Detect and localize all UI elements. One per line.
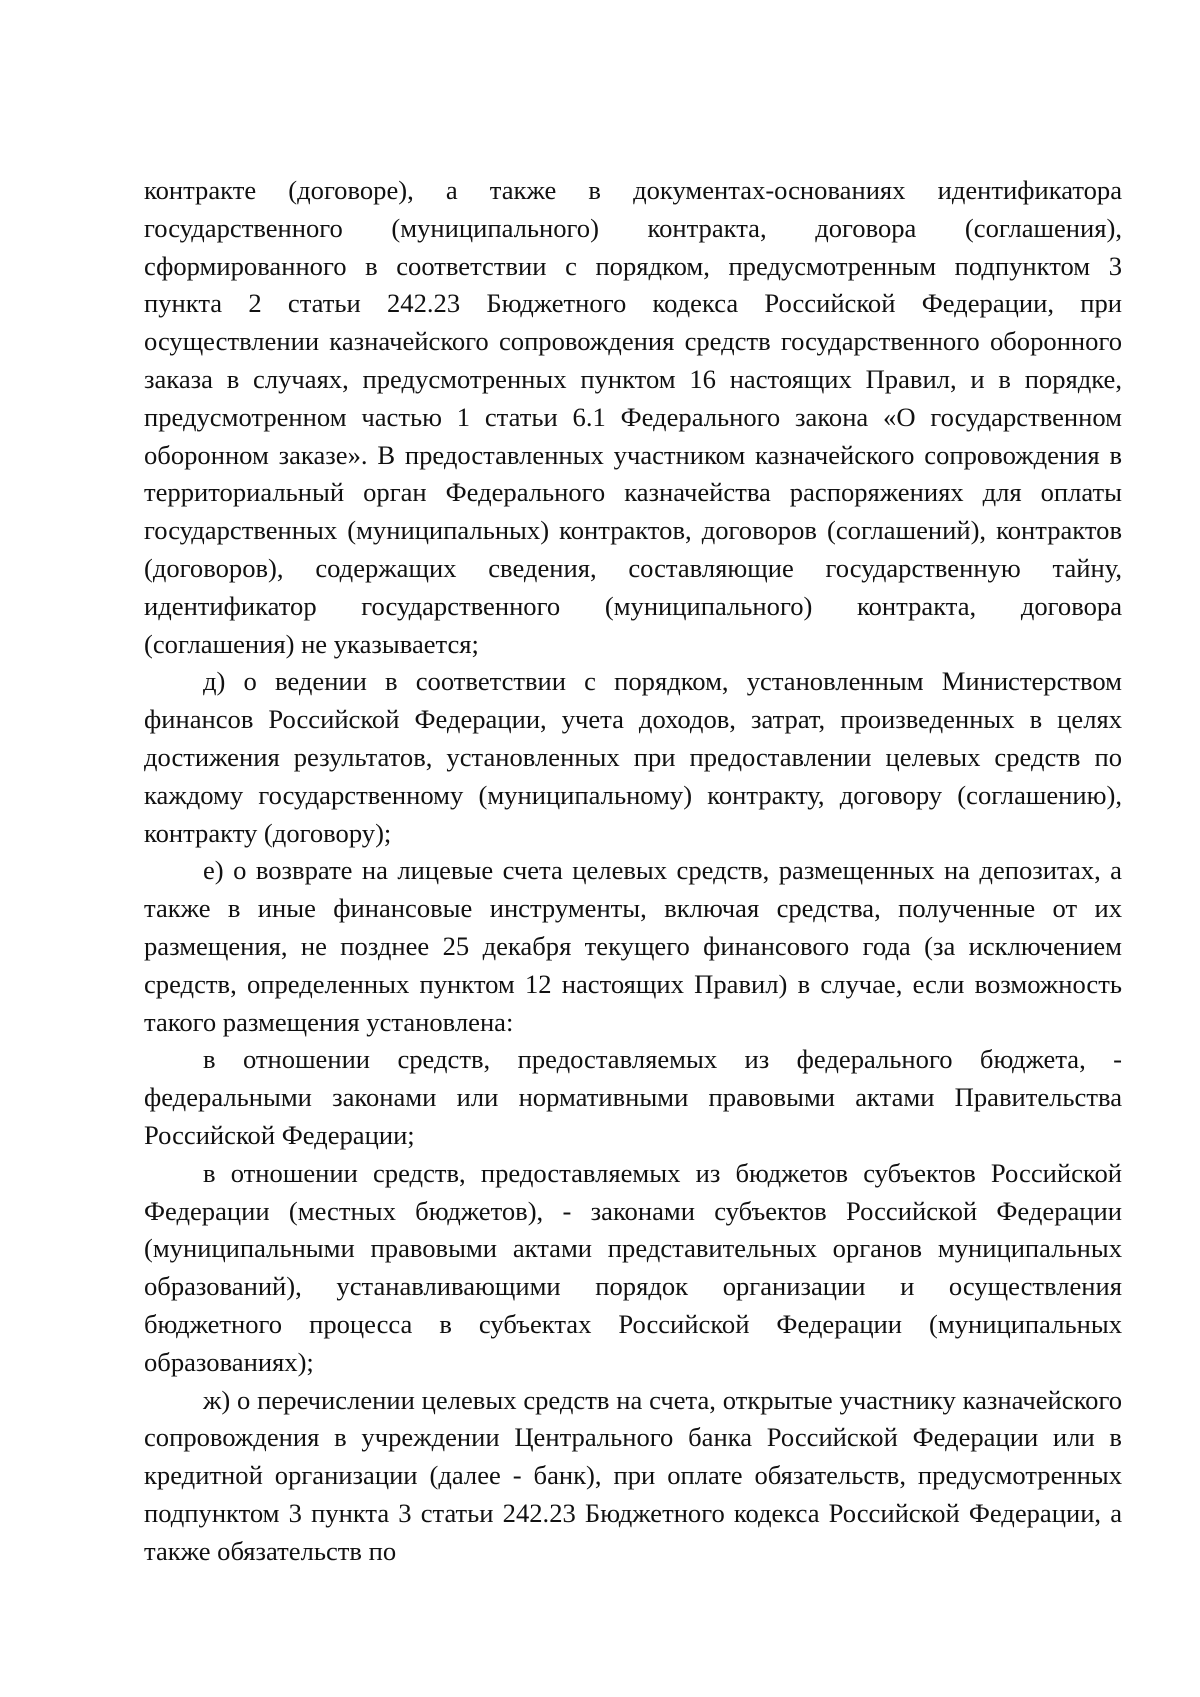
paragraph-item-d: д) о ведении в соответствии с порядком, установленным Министерством финансов Российской Федерации, учета доходов, затрат, произведенных в целях достижения результатов, установленных при предоставлении целевых средств по каждому государственному (муниципальному) контракту, договору (соглашению), контракту (договору); bbox=[144, 666, 1122, 848]
paragraph-item-zh: ж) о перечислении целевых средств на счета, открытые участнику казначейского сопровождения в учреждении Центрального банка Российской Федерации или в кредитной организации (далее - банк), при оплате обязательств, предусмотренных подпунктом 3 пункта 3 статьи 242.23 Бюджетного кодекса Российской Федерации, а также обязательств по bbox=[144, 1384, 1122, 1566]
paragraph-item-e: е) о возврате на лицевые счета целевых средств, размещенных на депозитах, а также в иные финансовые инструменты, включая средства, полученные от их размещения, не позднее 25 декабря текущего финансового года (за исключением средств, определенных пунктом 12 настоящих Правил) в случае, если возможность такого размещения установлена: bbox=[144, 855, 1122, 1037]
document-body bbox=[144, 172, 1122, 1570]
paragraph-regional-budgets: в отношении средств, предоставляемых из бюджетов субъектов Российской Федерации (местных бюджетов), - законами субъектов Российской Федерации (муниципальными правовыми актами представительных органов муниципальных образований), устанавливающими порядок организации и осуществления бюджетного процесса в субъектах Российской Федерации (муниципальных образованиях); bbox=[144, 1157, 1122, 1377]
paragraph-federal-budget: в отношении средств, предоставляемых из федерального бюджета, - федеральными законами или нормативными правовыми актами Правительства Российской Федерации; bbox=[144, 1044, 1122, 1150]
paragraph-continuation: контракте (договоре), а также в документах-основаниях идентификатора государственного (муниципального) контракта, договора (соглашения), сформированного в соответствии с порядком, предусмотренным подпунктом 3 пункта 2 статьи 242.23 Бюджетного кодекса Российской Федерации, при осуществлении казначейского сопровождения средств государственного оборонного заказа в случаях, предусмотренных пунктом 16 настоящих Правил, и в порядке, предусмотренном частью 1 статьи 6.1 Федерального закона «О государственном оборонном заказе». В предоставленных участником казначейского сопровождения в территориальный орган Федерального казначейства распоряжениях для оплаты государственных (муниципальных) контрактов, договоров (соглашений), контрактов (договоров), содержащих сведения, составляющие государственную тайну, идентификатор государственного (муниципального) контракта, договора (соглашения) не указывается; bbox=[144, 175, 1122, 659]
